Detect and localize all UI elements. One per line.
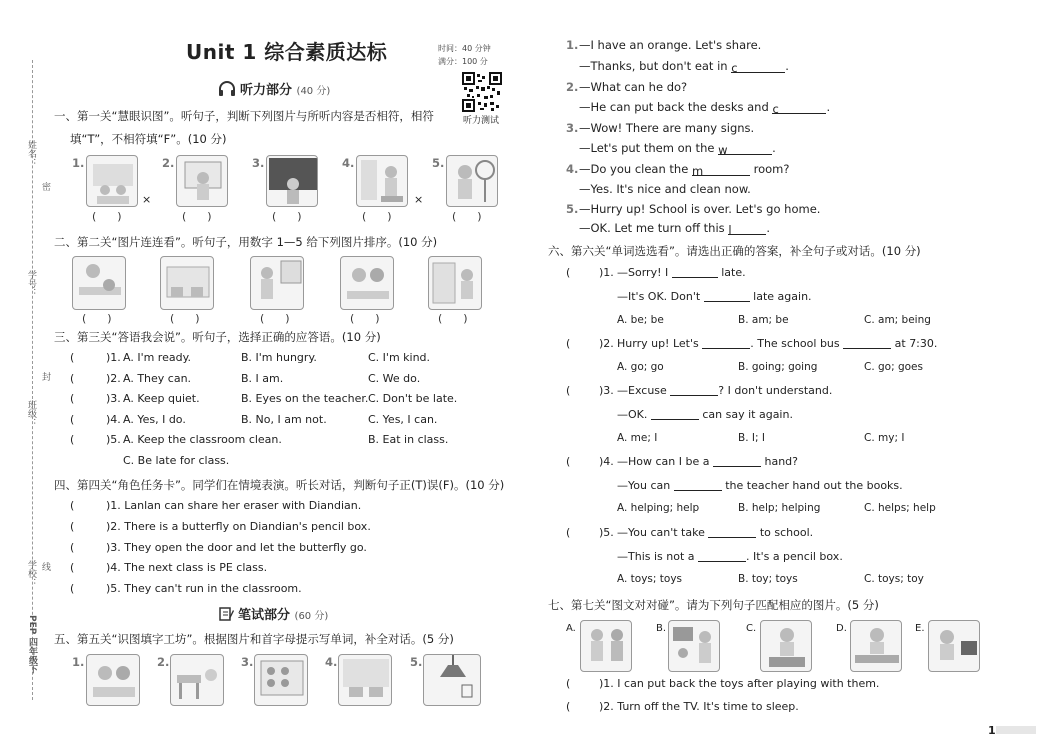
fill-blank[interactable]: [731, 61, 785, 73]
item-number: 4.: [566, 162, 579, 176]
dialog-line: —What can he do?: [579, 80, 688, 94]
q-text: —This is not a: [617, 550, 699, 563]
answer-paren[interactable]: (: [566, 266, 571, 279]
fill-blank[interactable]: [674, 479, 722, 491]
answer-paren[interactable]: (: [566, 677, 571, 690]
statement: )5. They can't run in the classroom.: [106, 582, 302, 595]
q-text: —OK.: [617, 408, 651, 421]
question-line: [617, 290, 812, 303]
picture-7-a: [580, 620, 632, 672]
picture-letter: E.: [915, 623, 925, 634]
answer-paren[interactable]: (: [70, 392, 75, 405]
option-b: B. am; be: [738, 314, 789, 326]
section-1-instruction-cont: 填“T”，不相符填“F”。(10 分): [70, 132, 227, 146]
question-number: )4.: [106, 413, 121, 426]
picture-7-e: [928, 620, 980, 672]
total-score: 满分：100 分: [438, 57, 488, 66]
option-a: A. toys; toys: [617, 573, 682, 585]
option-b: B. Eyes on the teacher.: [241, 392, 369, 405]
picture-2-1: [72, 256, 126, 310]
fill-blank[interactable]: [718, 143, 772, 155]
student-number-label: 学号：: [26, 270, 36, 297]
q-text: at 7:30.: [891, 337, 938, 350]
answer-blank[interactable]: ( ): [170, 312, 200, 325]
statement: )1. I can put back the toys after playing with them.: [599, 677, 880, 690]
q-text: hand?: [760, 455, 798, 468]
item-number: 4.: [325, 655, 338, 669]
item-number: 3.: [241, 655, 254, 669]
q-text: —Sorry! I: [617, 266, 672, 279]
dialog-line: [579, 141, 776, 155]
answer-blank[interactable]: ( ): [438, 312, 468, 325]
page-number: 1: [988, 724, 996, 737]
picture-letter: A.: [566, 623, 576, 634]
answer-blank[interactable]: ( ): [260, 312, 290, 325]
dialog-text: .: [785, 59, 789, 73]
answer-paren[interactable]: (: [70, 433, 75, 446]
picture-2-5: [428, 256, 482, 310]
option-a: A. I'm ready.: [123, 351, 192, 364]
item-number: 1.: [566, 38, 579, 52]
q-text: —How can I be a: [617, 455, 713, 468]
picture-5-1: [86, 654, 140, 706]
picture-1-3: [266, 155, 318, 207]
option-a: A. Keep quiet.: [123, 392, 200, 405]
q-text: to school.: [756, 526, 814, 539]
dialog-text: .: [772, 141, 776, 155]
question-line: [617, 408, 793, 421]
dialog-line: —I have an orange. Let's share.: [579, 38, 762, 52]
option-c: C. Be late for class.: [123, 454, 230, 467]
option-a: A. They can.: [123, 372, 192, 385]
answer-paren[interactable]: (: [566, 700, 571, 713]
dialog-text: —OK. Let me turn off this: [579, 221, 729, 235]
initial-letter: c: [772, 102, 779, 116]
seal-mark: 线: [40, 562, 50, 571]
section-7-instruction: 七、第七关“图文对对碰”。请为下列句子匹配相应的图片。(5 分): [548, 598, 879, 612]
answer-paren[interactable]: (: [70, 499, 75, 512]
item-number: 2.: [162, 156, 175, 170]
page-title: Unit 1 综合素质达标: [186, 40, 388, 64]
dialog-line: —Yes. It's nice and clean now.: [579, 182, 751, 196]
option-b: B. toy; toys: [738, 573, 798, 585]
option-c: C. I'm kind.: [368, 351, 431, 364]
headphones-icon: [218, 81, 236, 101]
picture-1-2: [176, 155, 228, 207]
item-number: 3.: [566, 121, 579, 135]
option-b: B. I; I: [738, 432, 765, 444]
item-number: 2.: [566, 80, 579, 94]
picture-letter: D.: [836, 623, 847, 634]
picture-7-d: [850, 620, 902, 672]
q-text: late.: [717, 266, 746, 279]
initial-letter: w: [718, 143, 728, 157]
picture-2-3: [250, 256, 304, 310]
section-3-instruction: 三、第三关“答语我会说”。听句子，选择正确的应答语。(10 分): [54, 330, 381, 344]
question-number: )5.: [599, 526, 614, 539]
answer-paren[interactable]: (: [70, 582, 75, 595]
question-number: )1.: [599, 266, 614, 279]
answer-paren[interactable]: (: [70, 372, 75, 385]
fill-blank[interactable]: [708, 526, 756, 538]
answer-paren[interactable]: (: [70, 541, 75, 554]
dialog-text: —Let's put them on the: [579, 141, 719, 155]
picture-1-1: [86, 155, 138, 207]
item-number: 1.: [72, 655, 85, 669]
option-a: A. Yes, I do.: [123, 413, 186, 426]
q-text: —Excuse: [617, 384, 671, 397]
picture-2-4: [340, 256, 394, 310]
q-text: —It's OK. Don't: [617, 290, 704, 303]
option-a: A. go; go: [617, 361, 664, 373]
answer-mark: ×: [414, 193, 424, 206]
seal-mark: 密: [40, 182, 50, 191]
option-a: A. helping; help: [617, 502, 700, 514]
item-number: 1.: [72, 156, 85, 170]
question-line: [617, 337, 937, 350]
fill-blank[interactable]: [772, 102, 826, 114]
listening-heading-text: 听力部分: [240, 83, 293, 98]
q-text: the teacher hand out the books.: [721, 479, 903, 492]
option-c: C. We do.: [368, 372, 421, 385]
option-c: C. helps; help: [864, 502, 936, 514]
option-a: A. be; be: [617, 314, 664, 326]
q-text: Hurry up! Let's: [617, 337, 703, 350]
question-line: [617, 384, 832, 397]
question-number: )2.: [599, 337, 614, 350]
section-1-instruction: 一、第一关“慧眼识图”。听句子，判断下列图片与所听内容是否相符，相符: [54, 109, 434, 123]
option-b: B. I'm hungry.: [241, 351, 317, 364]
section-5-instruction: 五、第五关“识图填字工坊”。根据图片和首字母提示写单词，补全对话。(5 分): [54, 632, 454, 646]
writing-heading-text: 笔试部分: [238, 608, 291, 623]
option-a: A. Keep the classroom clean.: [123, 433, 282, 446]
initial-letter: l: [728, 223, 732, 237]
item-number: 2.: [157, 655, 170, 669]
initial-letter: m: [691, 164, 704, 178]
question-line: [617, 479, 903, 492]
question-line: [617, 266, 746, 279]
option-c: C. my; I: [864, 432, 905, 444]
answer-paren[interactable]: (: [566, 526, 571, 539]
picture-letter: B.: [656, 623, 667, 634]
fill-blank[interactable]: [843, 337, 891, 349]
answer-paren[interactable]: (: [566, 384, 571, 397]
statement: )2. There is a butterfly on Diandian's pencil box.: [106, 520, 371, 533]
answer-paren[interactable]: (: [566, 455, 571, 468]
writing-score: (60 分): [294, 611, 329, 622]
option-c: C. go; goes: [864, 361, 923, 373]
question-number: )1.: [106, 351, 121, 364]
option-a: A. me; I: [617, 432, 658, 444]
seal-mark: 封: [40, 372, 50, 381]
answer-mark: ×: [142, 193, 152, 206]
q-text: late again.: [749, 290, 812, 303]
question-number: )3.: [106, 392, 121, 405]
dialog-text: —He can put back the desks and: [579, 100, 773, 114]
picture-1-5: [446, 155, 498, 207]
dialog-line: —Wow! There are many signs.: [579, 121, 755, 135]
answer-blank[interactable]: ( ): [362, 210, 392, 223]
qr-code[interactable]: [462, 72, 502, 112]
item-number: 4.: [342, 156, 355, 170]
answer-blank[interactable]: ( ): [92, 210, 122, 223]
option-c: C. Don't be late.: [368, 392, 458, 405]
fill-blank[interactable]: [651, 408, 699, 420]
dialog-line: [579, 221, 770, 235]
statement: )3. They open the door and let the butterfly go.: [106, 541, 367, 554]
question-line: [617, 526, 813, 539]
answer-blank[interactable]: ( ): [272, 210, 302, 223]
item-number: 5.: [410, 655, 423, 669]
answer-blank[interactable]: ( ): [350, 312, 380, 325]
picture-5-5: [423, 654, 481, 706]
q-text: . It's a pencil box.: [746, 550, 843, 563]
option-b: B. help; helping: [738, 502, 821, 514]
section-6-instruction: 六、第六关“单词选选看”。请选出正确的答案，补全句子或对话。(10 分): [548, 244, 921, 258]
dialog-text: room?: [749, 162, 790, 176]
class-label: 班级：: [26, 400, 36, 427]
item-number: 3.: [252, 156, 265, 170]
q-text: . The school bus: [750, 337, 844, 350]
option-b: B. going; going: [738, 361, 818, 373]
dialog-text: —Do you clean the: [579, 162, 692, 176]
fill-blank[interactable]: [702, 337, 750, 349]
dialog-line: [579, 100, 830, 114]
answer-paren[interactable]: (: [70, 351, 75, 364]
dialog-text: .: [766, 221, 770, 235]
question-number: )3.: [599, 384, 614, 397]
fill-blank[interactable]: [728, 223, 766, 235]
dialog-text: —Thanks, but don't eat in: [579, 59, 732, 73]
brand-label: PEP 四年级下: [27, 615, 37, 674]
picture-5-3: [254, 654, 308, 706]
item-number: 5.: [432, 156, 445, 170]
question-line: [617, 455, 798, 468]
fill-blank[interactable]: [698, 550, 746, 562]
section-2-instruction: 二、第二关“图片连连看”。听句子，用数字 1—5 给下列图片排序。(10 分): [54, 235, 438, 249]
writing-heading: [218, 604, 328, 626]
question-number: )2.: [106, 372, 121, 385]
picture-5-4: [338, 654, 392, 706]
qr-label: 听力测试: [463, 116, 500, 126]
statement: )1. Lanlan can share her eraser with Diandian.: [106, 499, 362, 512]
answer-blank[interactable]: ( ): [452, 210, 482, 223]
answer-blank[interactable]: ( ): [182, 210, 212, 223]
section-4-instruction: 四、第四关“角色任务卡”。同学们在情境表演。听长对话，判断句子正(T)误(F)。(10 分): [54, 478, 505, 492]
initial-letter: c: [731, 61, 738, 75]
statement: )2. Turn off the TV. It's time to sleep.: [599, 700, 799, 713]
answer-paren[interactable]: (: [70, 561, 75, 574]
q-text: —You can't take: [617, 526, 709, 539]
answer-blank[interactable]: ( ): [82, 312, 112, 325]
answer-paren[interactable]: (: [566, 337, 571, 350]
question-number: )5.: [106, 433, 121, 446]
listening-heading: [218, 79, 330, 101]
dialog-text: .: [826, 100, 831, 114]
q-text: —You can: [617, 479, 674, 492]
q-text: can say it again.: [698, 408, 793, 421]
option-c: C. am; being: [864, 314, 931, 326]
listening-score: (40 分): [296, 86, 331, 97]
question-line: [617, 550, 843, 563]
fill-blank[interactable]: [692, 164, 750, 176]
pencil-icon: [218, 606, 234, 626]
answer-paren[interactable]: (: [70, 520, 75, 533]
option-c: C. toys; toy: [864, 573, 924, 585]
dialog-line: —Hurry up! School is over. Let's go home.: [579, 202, 821, 216]
picture-5-2: [170, 654, 224, 706]
answer-paren[interactable]: (: [70, 413, 75, 426]
footer-bar: [996, 726, 1036, 734]
statement: )4. The next class is PE class.: [106, 561, 268, 574]
option-b: B. No, I am not.: [241, 413, 327, 426]
fill-blank[interactable]: [672, 266, 718, 278]
picture-7-b: [668, 620, 720, 672]
fill-blank[interactable]: [670, 384, 718, 396]
q-text: ? I don't understand.: [718, 384, 833, 397]
option-b: B. I am.: [241, 372, 284, 385]
picture-2-2: [160, 256, 214, 310]
fill-blank[interactable]: [713, 455, 761, 467]
time-limit: 时间：40 分钟: [438, 44, 491, 53]
school-label: 学校：: [26, 560, 36, 587]
option-b: B. Eat in class.: [368, 433, 449, 446]
picture-1-4: [356, 155, 408, 207]
picture-7-c: [760, 620, 812, 672]
option-c: C. Yes, I can.: [368, 413, 438, 426]
fill-blank[interactable]: [704, 290, 750, 302]
dialog-line: [579, 59, 789, 73]
dialog-line: [579, 162, 789, 176]
picture-letter: C.: [746, 623, 757, 634]
item-number: 5.: [566, 202, 579, 216]
name-label: 姓名：: [26, 140, 36, 167]
question-number: )4.: [599, 455, 614, 468]
